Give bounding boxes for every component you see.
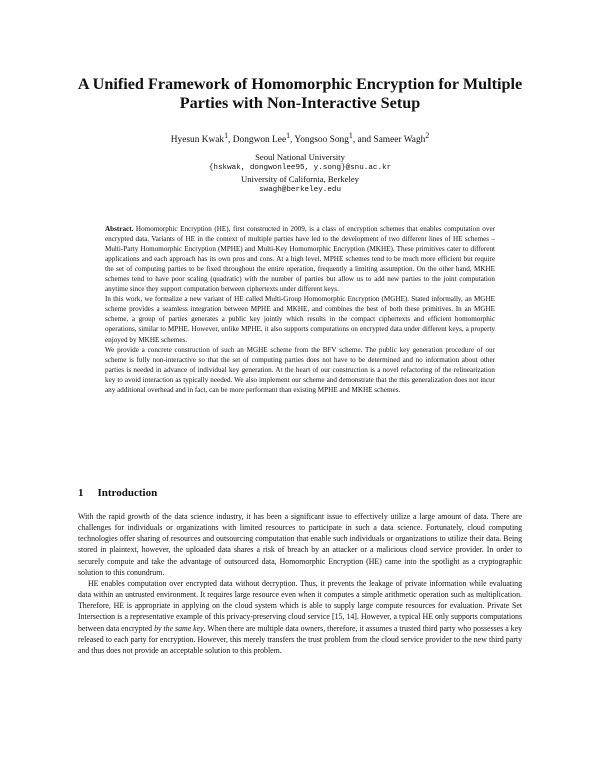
abstract-label: Abstract. [105, 225, 134, 233]
author-name: Yongsoo Song [294, 135, 349, 146]
intro-text-2a: HE enables computation over encrypted data without decryption. Thus, it prevents the leakage of private information while evaluating data within an untrusted environment. It requires large resource even when it computes a simple arithmetic operation such as multiplication. Therefore, HE is appropriate in applying on the cloud system which is able to supply large compute resources for evaluation. Private Set Intersection is a representative example of this privacy-preserving cloud service [15, 14]. However, a typical HE only supports computations between data encrypted [78, 578, 522, 633]
section-heading [78, 487, 157, 499]
section-title: Introduction [97, 487, 158, 499]
author-name: Hyesun Kwak [170, 135, 225, 146]
email-2: swagh@berkeley.edu [258, 186, 342, 194]
section-number: 1 [78, 487, 84, 499]
email-1: {hskwak, dongwonlee95, y.song}@snu.ac.kr [208, 164, 392, 172]
abstract-paragraph-1 [105, 224, 495, 294]
author-affiliation-mark: 2 [425, 131, 430, 140]
intro-text-2b: . When there are multiple data owners, therefore, it assumes a trusted third party who possesses a key released to each party for encryption. However, this merely transfers the trust problem from the cloud service provider to the new third party and thus does not provide an acceptable solution to this problem. [78, 623, 522, 655]
author-affiliation-mark: 1 [348, 131, 353, 140]
author-separator: , [290, 135, 295, 146]
author-separator: , [228, 135, 233, 146]
title-line-1: A Unified Framework of Homomorphic Encryption for Multiple [77, 75, 523, 93]
affiliations [60, 152, 540, 196]
affiliation-2: University of California, Berkeley [241, 174, 359, 184]
author-name: Dongwon Lee [232, 135, 287, 146]
abstract-paragraph-2: In this work, we formalize a new variant of HE called Multi-Group Homomorphic Encryption (MGHE). Stated informally, an MGHE scheme provides a seamless integration between MPHE and MKHE, and combines the best of both these primitives. In an MGHE scheme, a group of parties generates a public key jointly which results in the compact ciphertexts and efficient homomorphic operations, similar to MPHE. However, unlike MPHE, it also supports computations on encrypted data under different keys, a property enjoyed by MKHE schemes. [105, 295, 495, 344]
abstract [105, 224, 495, 395]
intro-paragraph-2 [78, 578, 522, 656]
author-name: Sameer Wagh [373, 135, 426, 146]
intro-paragraph-1: With the rapid growth of the data science industry, it has been a significant issue to effectively utilize a large amount of data. There are challenges for individuals or organizations with limited resources to participate in such a data science. Fortunately, cloud computing technologies offer sharing of resources and outsourcing computation that enable such individuals or organizations to utilize their data. Being stored in plaintext, however, the uploaded data shares a risk of breach by an attacker or a malicious cloud service provider. In order to securely compute and take the advantage of outsourced data, Homomorphic Encryption (HE) came into the spotlight as a cryptographic solution to this conundrum. [78, 512, 522, 577]
author-affiliation-mark: 1 [224, 131, 229, 140]
abstract-text-1: Homomorphic Encryption (HE), first constructed in 2009, is a class of encryption schemes that enables computation over encrypted data. Variants of HE in the context of multiple parties have led to the development of two different lines of HE schemes – Multi-Party Homomorphic Encryption (MPHE) and Multi-Key Homomorphic Encryption (MKHE). These primitives cater to different applications and each approach has its own pros and cons. At a high level, MPHE schemes tend to be much more efficient but require the set of computing parties to be fixed throughout the entire operation, frequently a limiting assumption. On the other hand, MKHE schemes tend to have poor scaling (quadratic) with the number of parties but allow us to add new parties to the joint computation anytime since they support computation between ciphertexts under different keys. [105, 225, 495, 294]
affiliation-1: Seoul National University [255, 152, 345, 162]
intro-emphasis: by the same key [154, 623, 204, 633]
abstract-paragraph-3: We provide a concrete construction of such an MGHE scheme from the BFV scheme. The public key generation procedure of our scheme is fully non-interactive so that the set of computing parties does not have to be determined and no information about other parties is needed in advance of individual key generation. At the heart of our construction is a novel refactoring of the relinearization key to avoid interaction as typically needed. We also implement our scheme and demonstrate that the this generalization does not incur any additional overhead and in fact, can be more performant than existing MPHE and MKHE schemes. [105, 345, 495, 394]
author-list [60, 130, 540, 146]
title-line-2: Parties with Non-Interactive Setup [179, 94, 421, 112]
paper-title [60, 75, 540, 113]
introduction-body [78, 511, 522, 656]
author-affiliation-mark: 1 [286, 131, 291, 140]
author-separator: , and [352, 135, 374, 146]
